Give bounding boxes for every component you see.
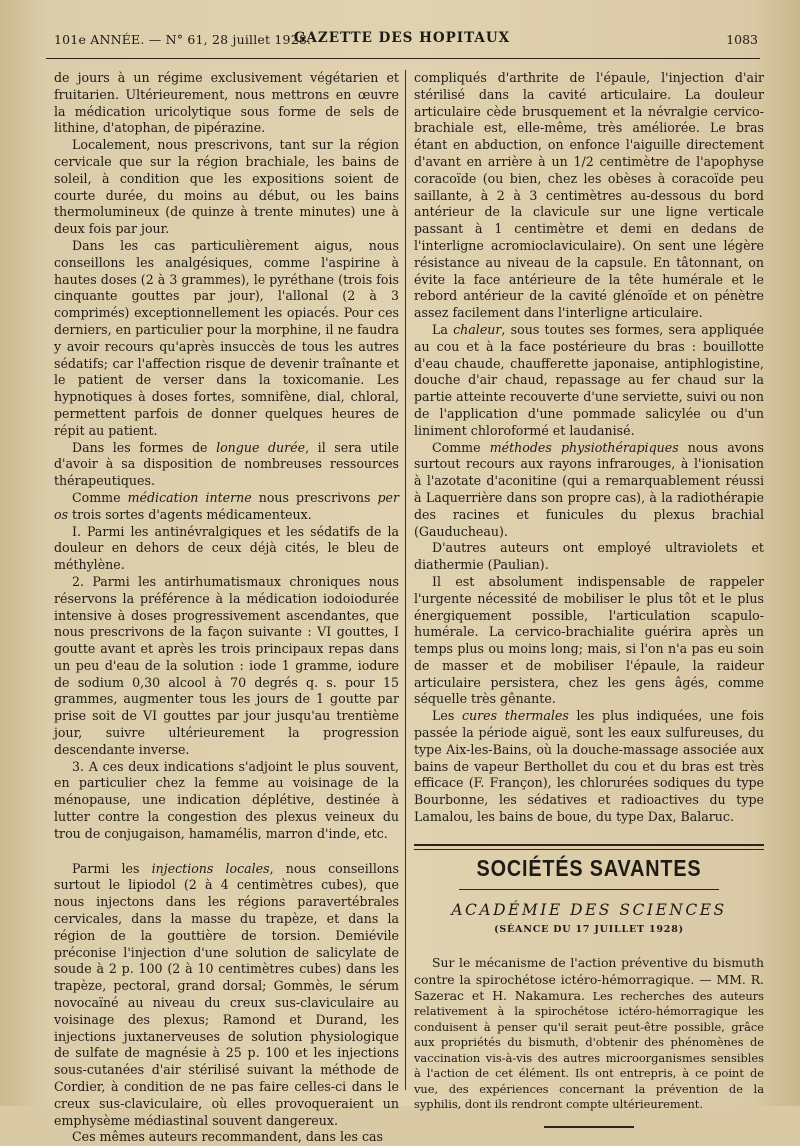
paragraph: I. Parmi les antinévralgiques et les sédatifs de la douleur en dehors de ceux déjà cités, le bleu de méthylène. — [54, 523, 399, 573]
page-number: 1083 — [726, 32, 758, 47]
academy-heading: ACADÉMIE DES SCIENCES — [451, 900, 727, 919]
paragraph: Comme méthodes physiothérapiques nous avons surtout recours aux rayons infrarouges, à l'ionisation à l'azotate d'aconitine (qui a remarquablement réussi à Laquerrière dans son propre cas), à la radiothérapie des racines et funicules du plexus brachial (Gauducheau). — [414, 439, 764, 539]
right-column — [414, 70, 764, 1128]
abstract-text — [414, 955, 764, 1112]
section-title: SOCIÉTÉS SAVANTES — [476, 854, 702, 881]
abstract-title: Sur le mécanisme de l'action préventive du bismuth contre la spirochétose ictéro-hémorragique. — MM. R. Sazerac et H. Nakamura. — [414, 955, 764, 1004]
abstract — [414, 955, 764, 1112]
paragraph: Les cures thermales les plus indiquées, une fois passée la période aiguë, sont les eaux sulfureuses, du type Aix-les-Bains, où la douche-massage associée aux bains de vapeur Berthollet du cou et du bras est très efficace (F. Françon), les chlorurées sodiques du type Bourbonne, les sédatives et radioactives du type Lamalou, les bains de boue, du type Dax, Balaruc. — [414, 708, 764, 825]
left-column — [54, 70, 399, 1146]
paragraph: 3. A ces deux indications s'adjoint le plus souvent, en particulier chez la femme au voisinage de la ménopause, une indication déplétive, destinée à lutter contre la congestion des plexus veineux du trou de conjugaison, hamamélis, marron d'inde, etc. — [54, 758, 399, 841]
end-rule — [544, 1126, 634, 1128]
section-rule — [414, 844, 764, 846]
session-date: (SÉANCE DU 17 JUILLET 1928) — [494, 924, 684, 936]
section-rule — [414, 849, 764, 850]
paragraph: de jours à un régime exclusivement végétarien et fruitarien. Ultérieurement, nous mettrons en œuvre la médication uricolytique sous forme de sels de lithine, d'atophan, de pipérazine. — [54, 70, 399, 136]
paragraph: La chaleur, sous toutes ses formes, sera appliquée au cou et à la face postérieure du bras : bouillotte d'eau chaude, chaufferette japonaise, antiphlogistine, douche d'air chaud, repassage au fer chaud sur la partie atteinte recouverte d'une serviette, suivi ou non de l'application d'une pommade salicylée ou d'un liniment chloroformé et laudanisé. — [414, 321, 764, 438]
paragraph: Ces mêmes auteurs recommandent, dans les cas — [72, 1129, 383, 1145]
paragraph: Localement, nous prescrivons, tant sur la région cervicale que sur la région brachiale, les bains de soleil, à condition que les expositions soient de courte durée, du moins au début, ou les bains thermolumineux (de quinze à trente minutes) une à deux fois par jour. — [54, 137, 399, 237]
title-underline — [459, 889, 719, 890]
paragraph: Parmi les injections locales, nous conseillons surtout le lipiodol (2 à 4 centimètres cubes), que nous injectons dans les régions paravertébrales cervicales, dans la masse du trapèze, et dans la région de la gouttière de torsion. Demiévile préconise l'injection d'une solution de salicylate de soude à 2 p. 100 (2 à 10 centimètres cubes) dans les trapèze, pectoral, grand dorsal; Gommès, le sérum novocaïné au niveau du creux sus-claviculaire au voisinage des plexus; Ramond et Durand, les injections juxtanerveuses de solution physiologique de sulfate de magnésie à 25 p. 100 et les injections sous-cutanées d'air stérilisé suivant la méthode de Cordier, à condition de ne pas faire celles-ci dans le creux sus-claviculaire, où elles provoqueraient un emphysème médiastinal souvent dangereux. — [54, 860, 399, 1128]
paragraph: D'autres auteurs ont employé ultraviolets et diathermie (Paulian). — [414, 540, 764, 573]
paragraph: Il est absolument indispensable de rappeler l'urgente nécessité de mobiliser le plus tôt et le plus énergiquement possible, l'articulation scapulo-humérale. La cervico-brachialite guérira après un temps plus ou moins long; mais, si l'on n'a pas eu soin de masser et de mobiliser l'épaule, la raideur articulaire persistera, chez les gens âgés, comme séquelle très gênante. — [414, 573, 764, 707]
column-divider — [405, 70, 406, 1090]
abstract-body: Les recherches des auteurs relativement à la spirochétose ictéro-hémorragique les conduisent à penser qu'il serait peut-être possible, grâce aux propriétés du bismuth, d'obtenir des phénomènes de vaccination vis-à-vis des autres microorganismes sensibles à l'action de cet élément. Ils ont entrepris, à ce point de vue, des expériences concernant la prévention de la syphilis, dont ils rendront compte ultérieurement. — [414, 989, 764, 1111]
paragraph: 2. Parmi les antirhumatismaux chroniques nous réservons la préférence à la médication iodoiodurée intensive à doses progressivement ascendantes, que nous prescrivons de la façon suivante : VI gouttes, I goutte avant et après les trois principaux repas dans un peu d'eau de la solution : iode 1 gramme, iodure de sodium 0,30 alcool à 70 degrés q. s. pour 15 grammes, augmenter tous les jours de 1 goutte par prise soit de VI gouttes par jour jusqu'au trentième jour, suivre ultérieurement la progression descendante inverse. — [54, 573, 399, 757]
paragraph: Comme médication interne nous prescrivons per os trois sortes d'agents médicamenteux. — [54, 489, 399, 522]
paragraph: Dans les formes de longue durée, il sera utile d'avoir à sa disposition de nombreuses ressources thérapeutiques. — [54, 439, 399, 489]
paragraph: compliqués d'arthrite de l'épaule, l'injection d'air stérilisé dans la cavité articulaire. La douleur articulaire cède brusquement et la névralgie cervico-brachiale est, elle-même, très améliorée. Le bras étant en abduction, on enfonce l'aiguille directement d'avant en arrière à un 1/2 centimètre de l'apophyse coracoïde (ou bien, chez les obèses à coracoïde peu saillante, à 2 à 3 centimètres au-dessous du bord antérieur de la clavicule sur une ligne verticale passant à 1 centimètre et demi en dedans de l'interligne acromioclaviculaire). On sent une légère résistance au niveau de la capsule. En tâtonnant, on évite la face antérieure de la tête humérale et le rebord antérieur de la cavité glénoïde et on pénètre assez facilement dans l'interligne articulaire. — [414, 70, 764, 321]
header-rule — [46, 58, 760, 59]
journal-title: GAZETTE DES HOPITAUX — [293, 30, 511, 46]
page-header — [40, 26, 764, 50]
issue-info: 101e ANNÉE. — N° 61, 28 juillet 1928. — [54, 32, 312, 47]
paragraph-gap — [54, 843, 399, 861]
paragraph: Dans les cas particulièrement aigus, nous conseillons les analgésiques, comme l'aspirine à hautes doses (2 à 3 grammes), le pyréthane (trois fois cinquante gouttes par jour), l'allonal (2 à 3 comprimés) exceptionnellement les opiacés. Pour ces derniers, en particulier pour la morphine, il ne faudra y avoir recours qu'après insuccès de tous les autres sédatifs; car l'affection risque de devenir traînante et le patient de verser dans la toxicomanie. Les hypnotiques à doses fortes, somnifène, dial, chloral, permettent parfois de donner quelques heures de répit au patient. — [54, 237, 399, 438]
